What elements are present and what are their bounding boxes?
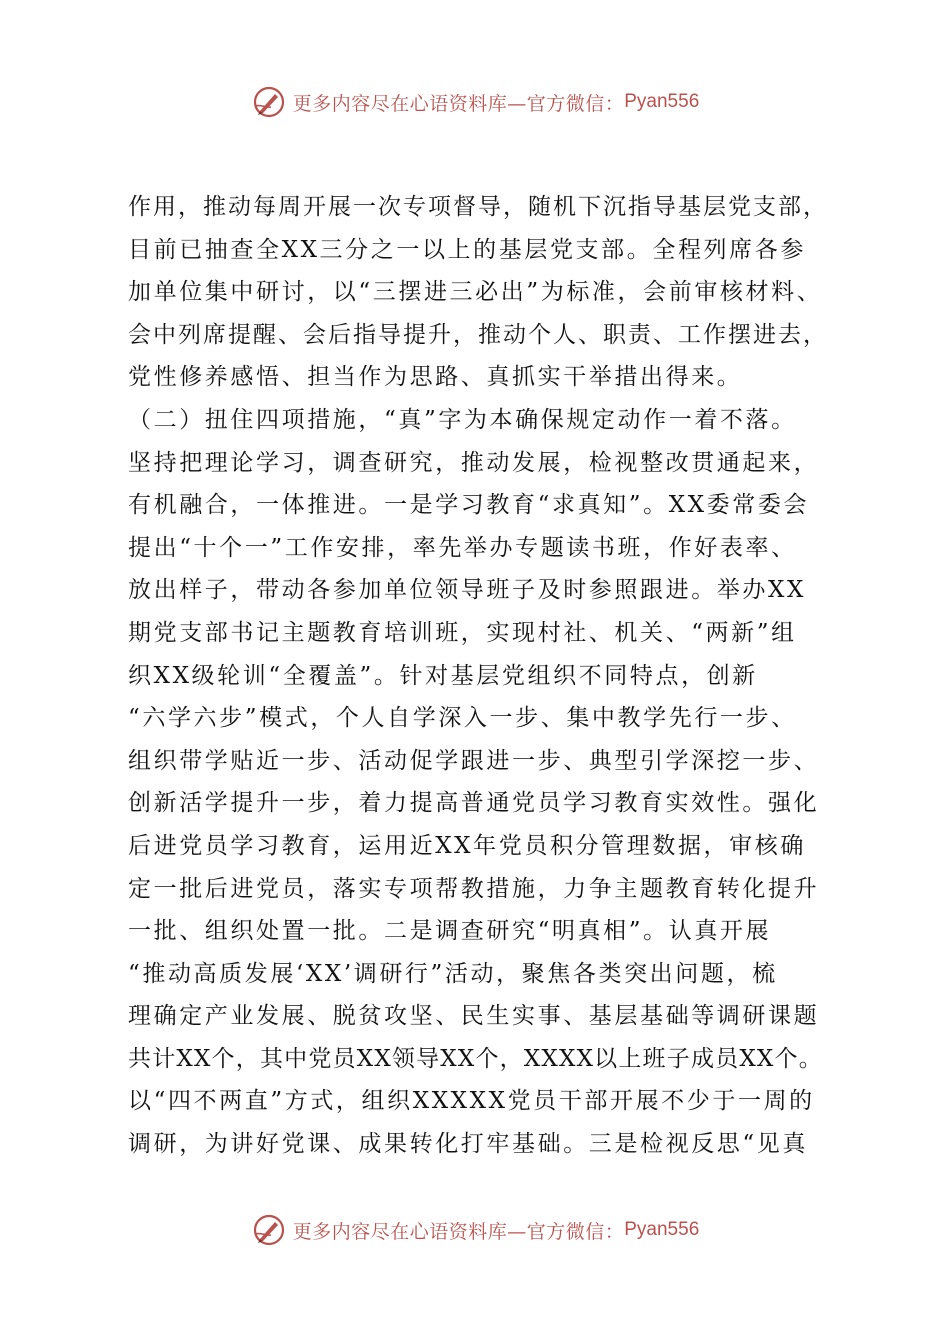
body-line: 提出“十个一”工作安排，率先举办专题读书班，作好表率、 (128, 534, 797, 561)
body-text-block (128, 186, 828, 1166)
header-banner-text: 更多内容尽在心语资料库—官方微信： (292, 92, 625, 115)
footer-banner-contact: Pyan556 (624, 1219, 700, 1240)
body-line: 会中列席提醒、会后指导提升，推动个人、职责、工作摆进去， (128, 321, 828, 348)
pen-circle-logo-icon (251, 1212, 287, 1248)
section-heading: （二）扭住四项措施，“真”字为本确保规定动作一着不落。 (128, 406, 797, 433)
body-line: 坚持把理论学习，调查研究，推动发展，检视整改贯通起来， (128, 449, 820, 476)
body-line: 加单位集中研讨，以“三摆进三必出”为标准，会前审核材料、 (128, 279, 823, 306)
body-line: 作用，推动每周开展一次专项督导，随机下沉指导基层党支部， (128, 194, 828, 220)
body-line: 以“四不两直”方式，组织XXXXX党员干部开展不少于一周的 (128, 1088, 815, 1115)
body-line: 共计XX个，其中党员XX领导XX个，XXXX以上班子成员XX个。 (128, 1045, 823, 1072)
body-line: 期党支部书记主题教育培训班，实现村社、机关、“两新”组 (128, 619, 797, 646)
footer-banner (0, 1208, 950, 1252)
footer-banner-text: 更多内容尽在心语资料库—官方微信： (292, 1220, 625, 1243)
body-line: 定一批后进党员，落实专项帮教措施，力争主题教育转化提升 (128, 875, 820, 902)
body-line: 理确定产业发展、脱贫攻坚、民生实事、基层基础等调研课题 (128, 1003, 820, 1030)
body-line: 一批、组织处置一批。二是调查研究“明真相”。认真开展 (128, 918, 772, 945)
pen-circle-logo-icon (251, 84, 287, 120)
body-line: 调研，为讲好党课、成果转化打牢基础。三是检视反思“见真 (128, 1131, 808, 1158)
body-line: 放出样子，带动各参加单位领导班子及时参照跟进。举办XX (128, 577, 806, 604)
body-line: “六学六步”模式，个人自学深入一步、集中教学先行一步、 (128, 705, 797, 732)
header-banner (0, 80, 950, 124)
body-line: 组织带学贴近一步、活动促学跟进一步、典型引学深挖一步、 (128, 747, 820, 774)
body-line: 创新活学提升一步，着力提高普通党员学习教育实效性。强化 (128, 790, 820, 817)
header-banner-contact: Pyan556 (624, 91, 700, 112)
body-line: 目前已抽查全XX三分之一以上的基层党支部。全程列席各参 (128, 236, 806, 263)
body-line: 织XX级轮训“全覆盖”。针对基层党组织不同特点，创新 (128, 662, 758, 689)
body-line: 后进党员学习教育，运用近XX年党员积分管理数据，审核确 (128, 832, 806, 859)
body-line: 党性修养感悟、担当作为思路、真抓实干举措出得来。 (128, 364, 743, 391)
body-line: 有机融合，一体推进。一是学习教育“求真知”。XX委常委会 (128, 492, 810, 519)
body-line: “推动高质发展‘XX’调研行”活动，聚焦各类突出问题，梳 (128, 960, 778, 987)
